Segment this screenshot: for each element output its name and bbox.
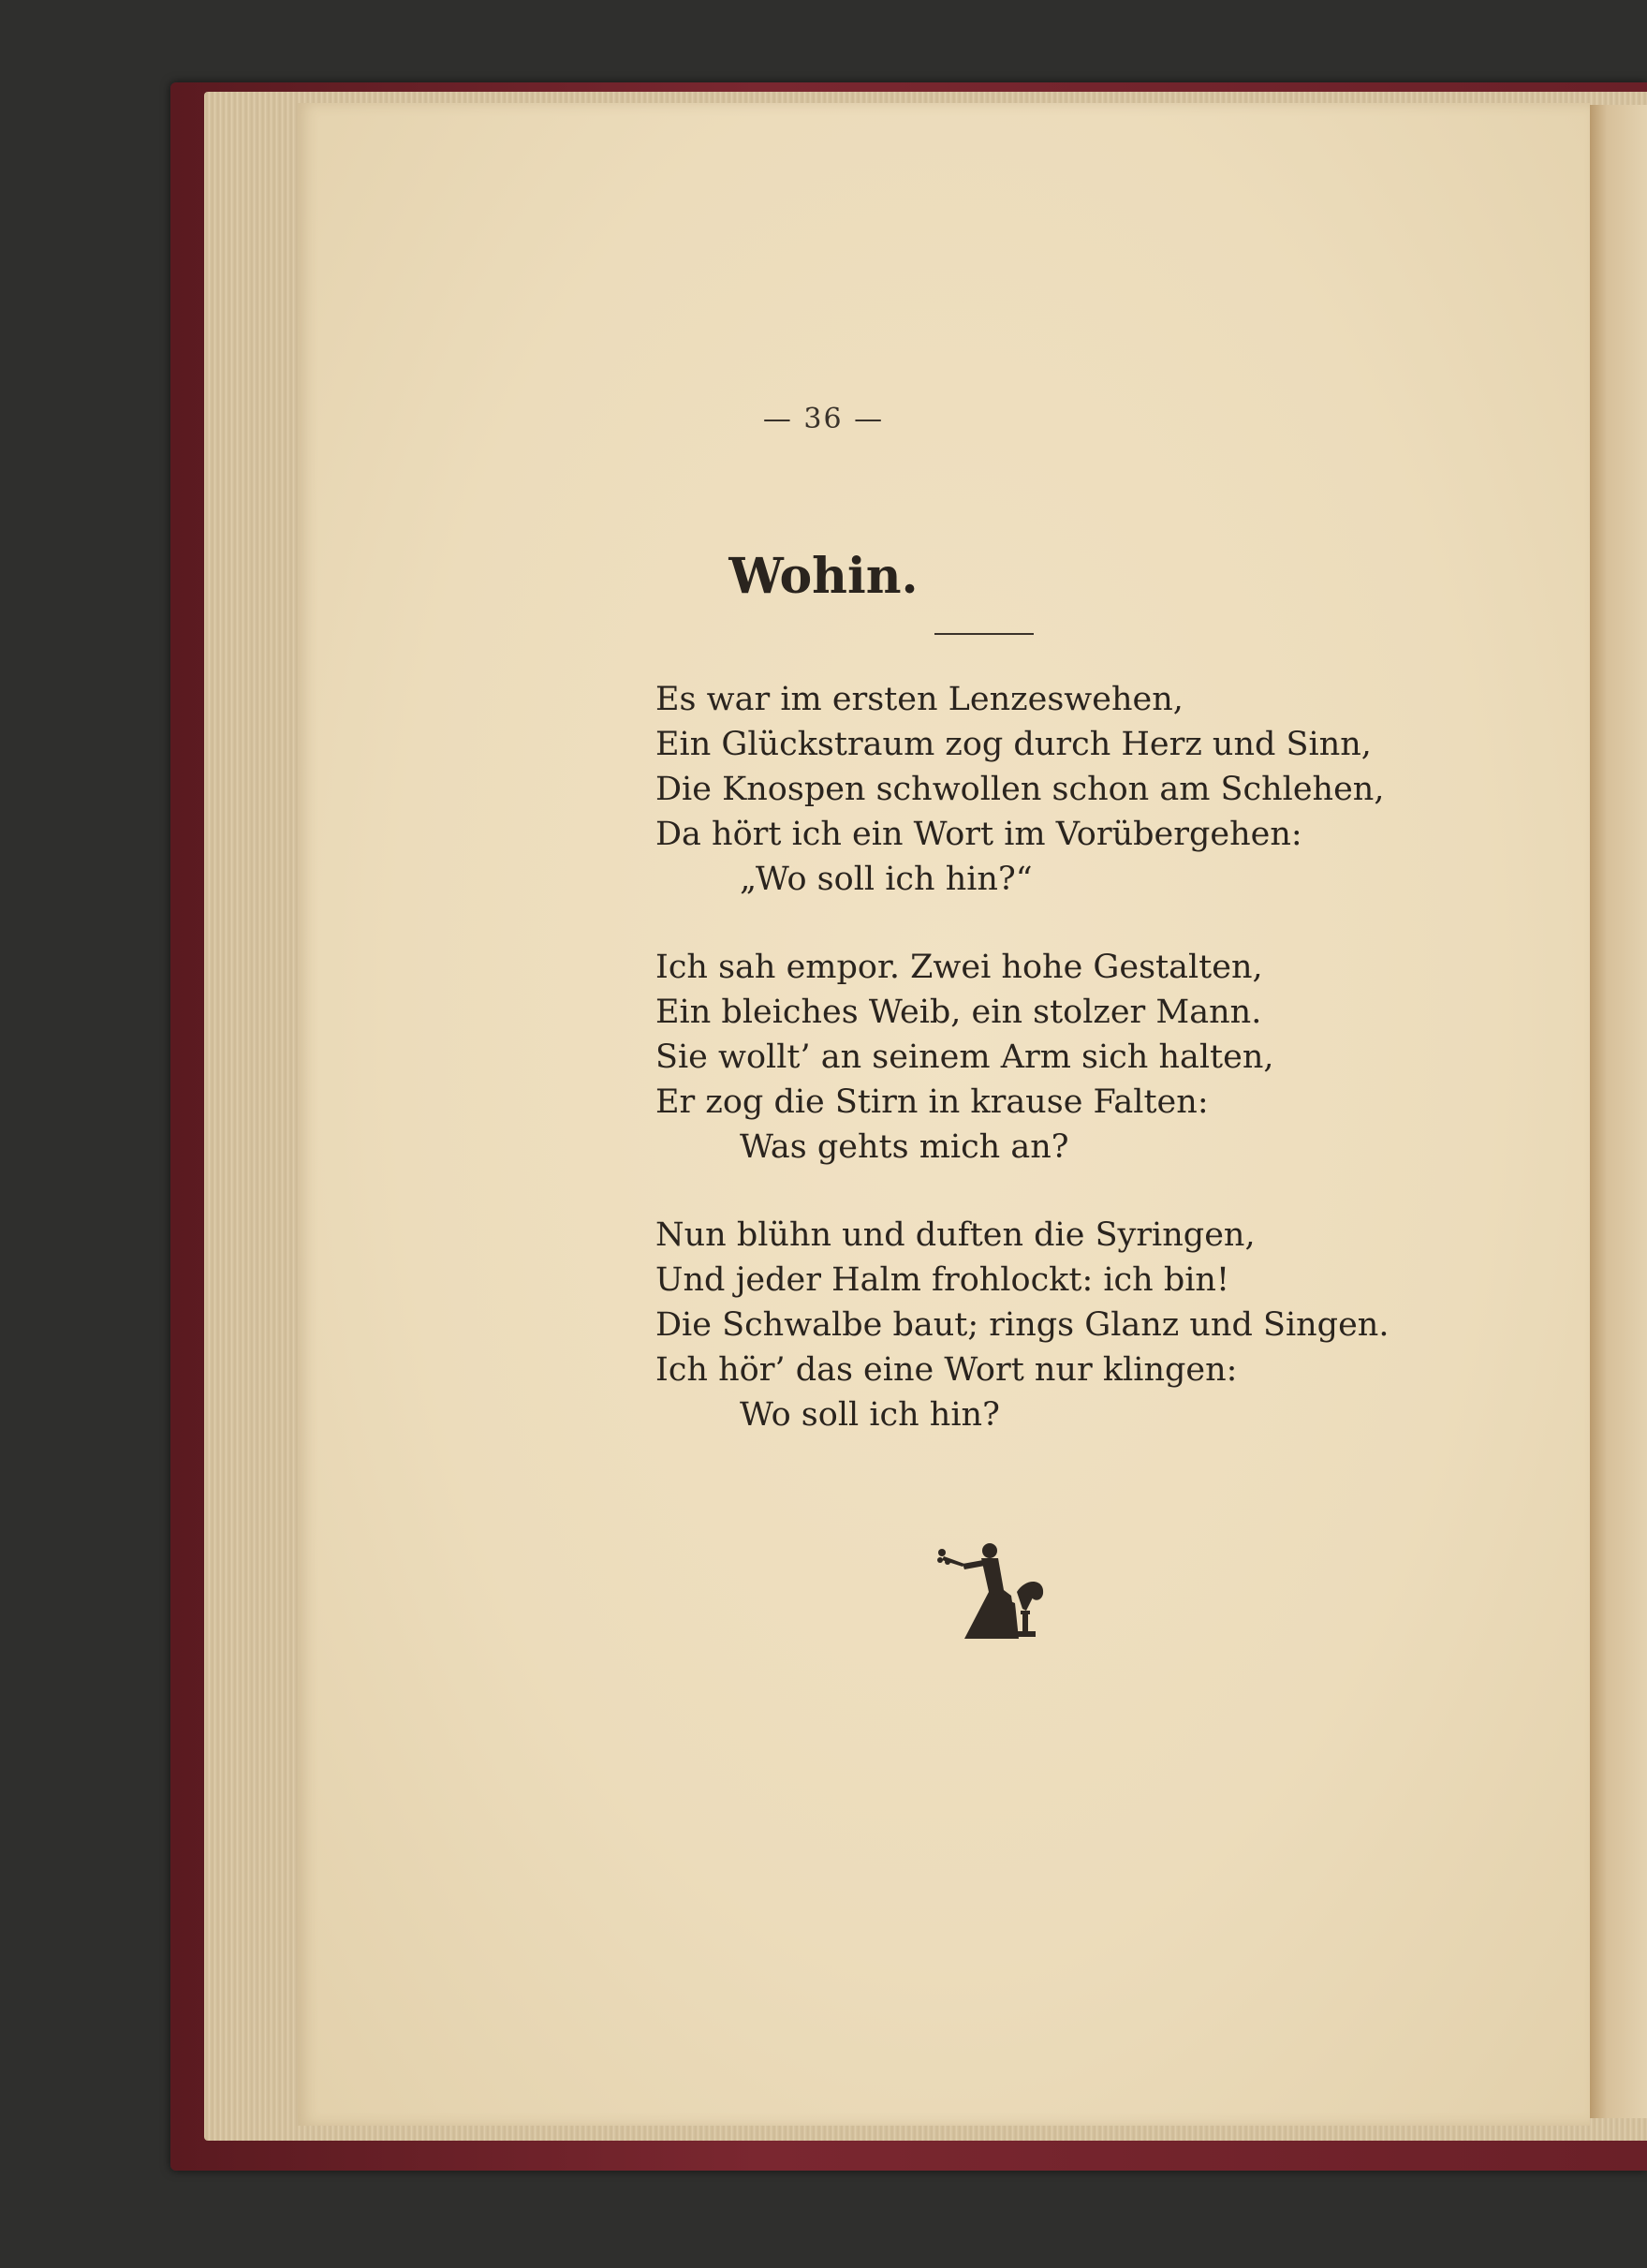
poem-line: Es war im ersten Lenzeswehen, [655, 681, 1184, 718]
poem-line: Ein bleiches Weib, ein stolzer Mann. [655, 994, 1262, 1031]
poem-line: Sie wollt’ an seinem Arm sich halten, [655, 1038, 1274, 1076]
poem-line: Die Knospen schwollen schon am Schlehen, [655, 771, 1385, 808]
title-divider [934, 633, 1034, 635]
poem-body [655, 677, 1404, 1480]
poem-refrain: „Wo soll ich hin?“ [740, 861, 1033, 898]
seated-figure-vignette-icon [936, 1536, 1049, 1643]
poem-line: Er zog die Stirn in krause Falten: [655, 1083, 1209, 1121]
stanza-2 [655, 945, 1404, 1170]
page-number: — 36 — [762, 403, 885, 435]
poem-line: Da hört ich ein Wort im Vorübergehen: [655, 816, 1302, 853]
poem-refrain: Wo soll ich hin? [740, 1396, 1000, 1434]
stanza-1 [655, 677, 1404, 902]
poem-line: Ich hör’ das eine Wort nur klingen: [655, 1351, 1238, 1389]
poem-line: Und jeder Halm frohlockt: ich bin! [655, 1261, 1230, 1299]
poem-line: Ein Glückstraum zog durch Herz und Sinn, [655, 726, 1372, 763]
poem-line: Die Schwalbe baut; rings Glanz und Singen. [655, 1306, 1390, 1344]
poem-line: Ich sah empor. Zwei hohe Gestalten, [655, 949, 1263, 986]
poem-refrain: Was gehts mich an? [740, 1128, 1069, 1166]
stanza-3 [655, 1213, 1404, 1437]
poem-line: Nun blühn und duften die Syringen, [655, 1216, 1256, 1254]
poem-title: Wohin. [728, 548, 919, 605]
